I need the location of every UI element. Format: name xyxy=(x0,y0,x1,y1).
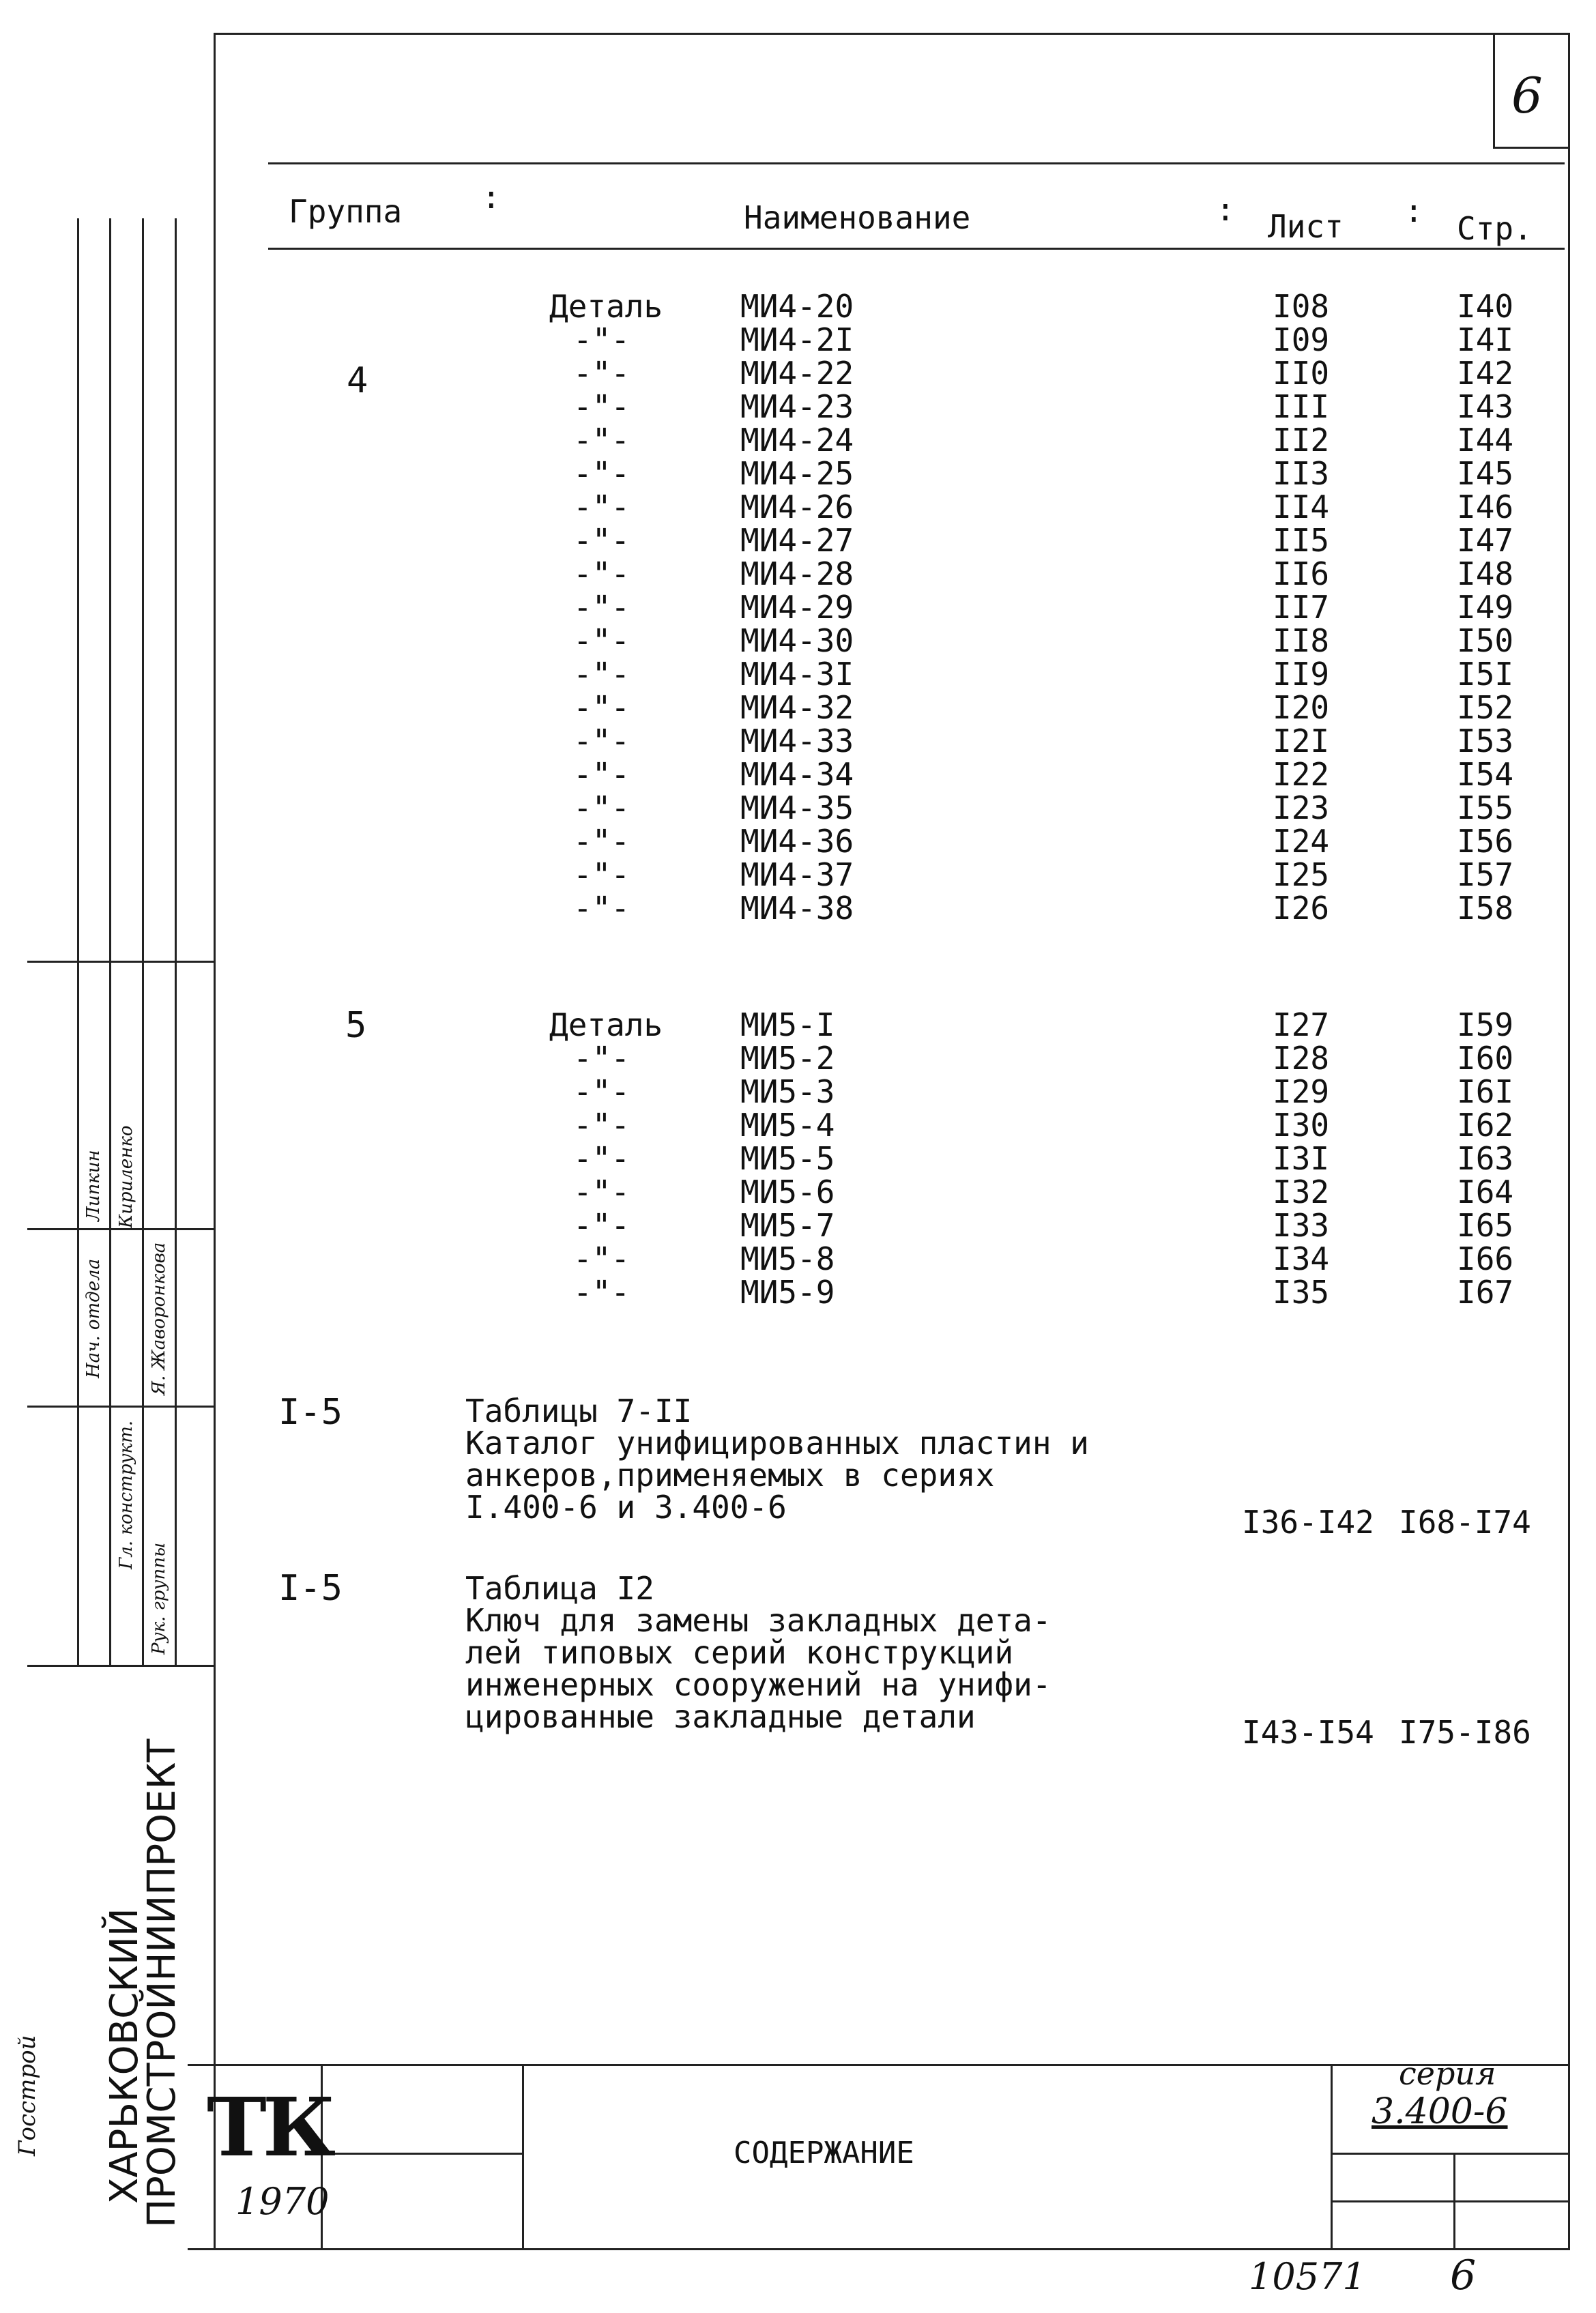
organization-line-1: ХАРЬКОВСКИЙ xyxy=(102,1908,147,2204)
ditto-mark: -"- xyxy=(573,555,630,592)
item-name: МИ5-6 xyxy=(740,1174,835,1210)
item-name: МИ4-30 xyxy=(740,622,854,659)
item-sheet: II4 xyxy=(1273,489,1330,525)
title-block-mid-line-right xyxy=(1331,2153,1570,2155)
item-name: МИ4-20 xyxy=(740,288,854,325)
ditto-mark: -"- xyxy=(573,1240,630,1277)
item-name: МИ5-9 xyxy=(740,1274,835,1311)
page-number-box-left xyxy=(1493,33,1495,149)
item-name: МИ4-2I xyxy=(740,321,854,358)
table-entry-2-page: I75-I86 xyxy=(1399,1714,1531,1751)
item-page: I52 xyxy=(1457,689,1514,726)
ditto-mark: -"- xyxy=(573,1207,630,1244)
ditto-mark: -"- xyxy=(573,355,630,392)
item-page: I46 xyxy=(1457,489,1514,525)
item-page: I4I xyxy=(1457,321,1514,358)
item-name: МИ4-36 xyxy=(740,823,854,860)
item-sheet: I20 xyxy=(1273,689,1330,726)
item-name: МИ4-22 xyxy=(740,355,854,392)
ditto-mark: -"- xyxy=(573,1174,630,1210)
item-sheet: I3I xyxy=(1273,1140,1330,1177)
item-name: МИ4-25 xyxy=(740,455,854,492)
header-separator-2: : xyxy=(1216,191,1235,228)
frame-top-border xyxy=(214,33,1570,35)
item-page: I54 xyxy=(1457,756,1514,793)
item-sheet: I29 xyxy=(1273,1073,1330,1110)
item-type-label: Деталь xyxy=(549,288,663,325)
ditto-mark: -"- xyxy=(573,1140,630,1177)
series-label: серия xyxy=(1399,2055,1496,2092)
frame-bottom-border xyxy=(188,2248,1570,2250)
table-entry-1-sheet: I36-I42 xyxy=(1242,1504,1374,1541)
table-entry-2-group: I-5 xyxy=(278,1568,343,1609)
item-page: I53 xyxy=(1457,723,1514,759)
ditto-mark: -"- xyxy=(573,388,630,425)
item-sheet: II2 xyxy=(1273,422,1330,459)
ditto-mark: -"- xyxy=(573,622,630,659)
table-entry-2-line-5: цированные закладные детали xyxy=(465,1698,976,1735)
title-block-row-line xyxy=(1331,2200,1570,2202)
item-name: МИ4-38 xyxy=(740,890,854,927)
page-number-box-bottom xyxy=(1493,147,1570,149)
item-page: I63 xyxy=(1457,1140,1514,1177)
item-page: I50 xyxy=(1457,622,1514,659)
ditto-mark: -"- xyxy=(573,789,630,826)
title-block-divider-3 xyxy=(1331,2064,1333,2250)
item-page: I64 xyxy=(1457,1174,1514,1210)
item-name: МИ5-8 xyxy=(740,1240,835,1277)
item-sheet: III xyxy=(1273,388,1330,425)
ditto-mark: -"- xyxy=(573,455,630,492)
table-entry-1-line-4: I.400-6 и 3.400-6 xyxy=(465,1489,787,1526)
item-name: МИ4-34 xyxy=(740,756,854,793)
group-5-label: 5 xyxy=(345,1005,367,1046)
item-page: I56 xyxy=(1457,823,1514,860)
stamp-col-line-2 xyxy=(109,218,111,1665)
stamp-col-line-3 xyxy=(142,218,144,1665)
item-page: I43 xyxy=(1457,388,1514,425)
item-page: I49 xyxy=(1457,589,1514,626)
page-number: 6 xyxy=(1511,67,1543,124)
item-sheet: II0 xyxy=(1273,355,1330,392)
header-sheet: Лист xyxy=(1268,208,1344,245)
item-sheet: I22 xyxy=(1273,756,1330,793)
frame-right-border xyxy=(1568,33,1570,2250)
table-entry-2-line-3: лей типовых серий конструкций xyxy=(465,1634,1014,1671)
item-sheet: I23 xyxy=(1273,789,1330,826)
stamp-name-2: Кириленко xyxy=(116,1125,136,1228)
footer-page-number: 6 xyxy=(1450,2252,1477,2299)
item-sheet: II9 xyxy=(1273,656,1330,693)
ditto-mark: -"- xyxy=(573,1040,630,1077)
stamp-name-1: Липкин xyxy=(83,1150,104,1221)
item-name: МИ5-5 xyxy=(740,1140,835,1177)
ditto-mark: -"- xyxy=(573,1274,630,1311)
stamp-col-line-1 xyxy=(77,218,79,1665)
stamp-row-line-1 xyxy=(27,961,214,963)
header-separator-1: : xyxy=(482,179,501,216)
item-sheet: II5 xyxy=(1273,522,1330,559)
ditto-mark: -"- xyxy=(573,823,630,860)
ditto-mark: -"- xyxy=(573,756,630,793)
item-page: I44 xyxy=(1457,422,1514,459)
ditto-mark: -"- xyxy=(573,321,630,358)
title-block-mid-line-left xyxy=(321,2153,523,2155)
item-name: МИ4-37 xyxy=(740,856,854,893)
item-name: МИ4-33 xyxy=(740,723,854,759)
item-page: I65 xyxy=(1457,1207,1514,1244)
item-name: МИ4-24 xyxy=(740,422,854,459)
item-sheet: I2I xyxy=(1273,723,1330,759)
ditto-mark: -"- xyxy=(573,856,630,893)
table-entry-2-line-2: Ключ для замены закладных дета- xyxy=(465,1602,1051,1639)
item-page: I57 xyxy=(1457,856,1514,893)
item-name: МИ5-I xyxy=(740,1006,835,1043)
item-name: МИ5-7 xyxy=(740,1207,835,1244)
item-sheet: I34 xyxy=(1273,1240,1330,1277)
item-sheet: II8 xyxy=(1273,622,1330,659)
ditto-mark: -"- xyxy=(573,656,630,693)
item-page: I59 xyxy=(1457,1006,1514,1043)
header-page: Стр. xyxy=(1457,210,1533,247)
stamp-name-3: Я. Жаворонкова xyxy=(149,1242,169,1395)
header-name: Наименование xyxy=(744,199,971,236)
item-name: МИ4-3I xyxy=(740,656,854,693)
item-sheet: I24 xyxy=(1273,823,1330,860)
item-sheet: I30 xyxy=(1273,1107,1330,1144)
item-type-label: Деталь xyxy=(549,1006,663,1043)
table-entry-2-line-4: инженерных сооружений на унифи- xyxy=(465,1666,1051,1703)
header-group: Группа xyxy=(289,193,403,230)
ditto-mark: -"- xyxy=(573,589,630,626)
item-name: МИ4-26 xyxy=(740,489,854,525)
item-page: I5I xyxy=(1457,656,1514,693)
item-page: I45 xyxy=(1457,455,1514,492)
table-entry-2-line-1: Таблица I2 xyxy=(465,1570,654,1607)
item-sheet: I25 xyxy=(1273,856,1330,893)
item-sheet: I33 xyxy=(1273,1207,1330,1244)
header-top-rule xyxy=(268,162,1565,164)
year: 1970 xyxy=(235,2180,330,2223)
item-page: I58 xyxy=(1457,890,1514,927)
ditto-mark: -"- xyxy=(573,1073,630,1110)
item-sheet: I08 xyxy=(1273,288,1330,325)
item-page: I6I xyxy=(1457,1073,1514,1110)
header-bottom-rule xyxy=(268,248,1565,250)
item-page: I47 xyxy=(1457,522,1514,559)
item-sheet: I09 xyxy=(1273,321,1330,358)
item-name: МИ5-4 xyxy=(740,1107,835,1144)
group-4-label: 4 xyxy=(347,360,368,401)
title-block-top-line xyxy=(188,2064,1570,2066)
table-entry-1-page: I68-I74 xyxy=(1399,1504,1531,1541)
item-name: МИ5-3 xyxy=(740,1073,835,1110)
ditto-mark: -"- xyxy=(573,489,630,525)
document-number: 10571 xyxy=(1249,2255,1366,2298)
item-page: I62 xyxy=(1457,1107,1514,1144)
logo: ТК xyxy=(207,2080,332,2174)
item-sheet: I28 xyxy=(1273,1040,1330,1077)
series-value: 3.400-6 xyxy=(1372,2091,1508,2132)
item-page: I40 xyxy=(1457,288,1514,325)
table-entry-2-sheet: I43-I54 xyxy=(1242,1714,1374,1751)
ditto-mark: -"- xyxy=(573,689,630,726)
stamp-row-line-3 xyxy=(27,1406,214,1408)
item-page: I42 xyxy=(1457,355,1514,392)
item-page: I67 xyxy=(1457,1274,1514,1311)
header-separator-3: : xyxy=(1404,192,1423,229)
item-name: МИ5-2 xyxy=(740,1040,835,1077)
item-name: МИ4-35 xyxy=(740,789,854,826)
item-name: МИ4-32 xyxy=(740,689,854,726)
table-entry-1-line-1: Таблицы 7-II xyxy=(465,1393,693,1429)
item-sheet: II6 xyxy=(1273,555,1330,592)
organization-line-2: ПРОМСТРОЙНИИПРОЕКТ xyxy=(140,1739,184,2228)
stamp-row-line-2 xyxy=(27,1228,214,1230)
stamp-role-1: Нач. отдела xyxy=(83,1258,104,1378)
ditto-mark: -"- xyxy=(573,1107,630,1144)
table-entry-1-line-2: Каталог унифицированных пластин и xyxy=(465,1425,1089,1461)
item-sheet: I27 xyxy=(1273,1006,1330,1043)
item-page: I66 xyxy=(1457,1240,1514,1277)
stamp-role-2: Гл. конструкт. xyxy=(116,1421,136,1569)
ditto-mark: -"- xyxy=(573,522,630,559)
ditto-mark: -"- xyxy=(573,723,630,759)
item-sheet: II7 xyxy=(1273,589,1330,626)
item-name: МИ4-28 xyxy=(740,555,854,592)
item-name: МИ4-27 xyxy=(740,522,854,559)
item-page: I55 xyxy=(1457,789,1514,826)
margin-note: Госстрой xyxy=(14,2035,41,2156)
item-sheet: I35 xyxy=(1273,1274,1330,1311)
ditto-mark: -"- xyxy=(573,890,630,927)
item-page: I60 xyxy=(1457,1040,1514,1077)
item-page: I48 xyxy=(1457,555,1514,592)
ditto-mark: -"- xyxy=(573,422,630,459)
table-entry-1-line-3: анкеров,применяемых в сериях xyxy=(465,1457,995,1494)
stamp-role-3: Рук. группы xyxy=(149,1542,169,1655)
stamp-col-line-4 xyxy=(175,218,177,1665)
item-sheet: I32 xyxy=(1273,1174,1330,1210)
table-entry-1-group: I-5 xyxy=(278,1392,343,1433)
item-name: МИ4-29 xyxy=(740,589,854,626)
title-block-divider-2 xyxy=(522,2064,524,2250)
item-sheet: I26 xyxy=(1273,890,1330,927)
stamp-row-line-4 xyxy=(27,1665,214,1667)
frame-left-border xyxy=(214,33,216,2250)
document-title: СОДЕРЖАНИЕ xyxy=(734,2136,914,2170)
item-sheet: II3 xyxy=(1273,455,1330,492)
item-name: МИ4-23 xyxy=(740,388,854,425)
